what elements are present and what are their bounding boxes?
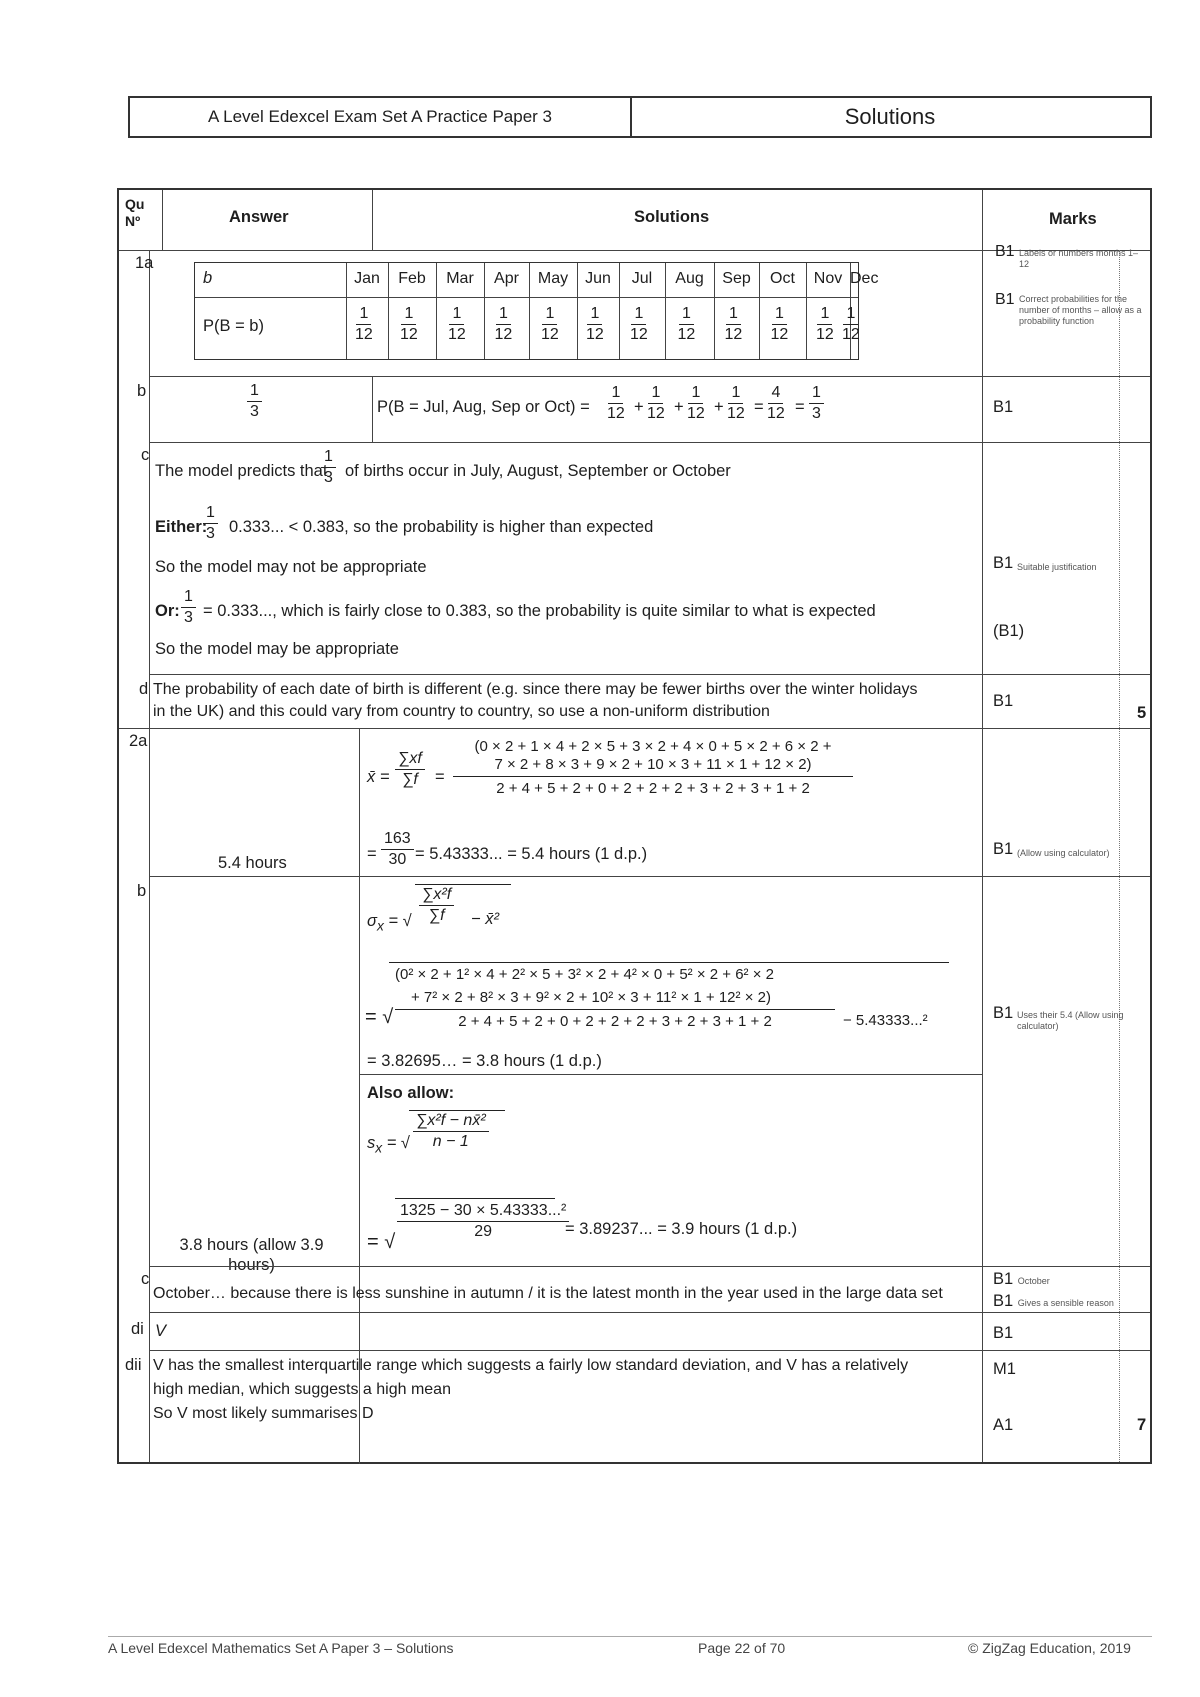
q1c-line1b: of births occur in July, August, September or October xyxy=(345,462,731,480)
month-may: May xyxy=(537,270,569,287)
col-solutions-header: Solutions xyxy=(634,208,710,226)
q2b-sigma: $\sigma_x$ = √ xyxy=(367,912,412,934)
q2a-result: = 5.43333... = 5.4 hours (1 d.p.) xyxy=(415,845,648,863)
solutions-table: Qu Nº Answer Solutions Marks 1a b P(B = b) Jan $\frac{1}{12}$ Feb $\frac{1}{12}$ Mar $\frac{1}{12}$ Apr $\frac{1}{12}$ May $\frac{1}{12}$ Jun $\frac{1}{12}$ Jul $\frac{1}{12}$ Aug $\frac{1}{12}$ Sep $\frac{1}{12}$ Oct $\frac{1}{12}$ Nov $\frac{1}{12}$ Dec $\frac{1}{12}$ B1 Labels or numbers months 1–12 B1 Correct probabilities for the number of months – allow as a probability function b $\frac{1}{3}$ P(B = Jul, Aug, Sep or Oct) = $\frac{1}{12}$ + $\frac{1}{12}$ + $\frac{1}{12}$ + $\frac{1}{12}$ = $\frac{4}{12}$ = $\frac{1}{3}$ B1 c The model predicts that $\frac{1}{3}$ of births occur in July, August, September or October Either: $\frac{1}{3}$ 0.333... < 0.383, so the probability is higher than expected So the model may not be appropriate Or: $\frac{1}{3}$ = 0.333..., which is fairly close to 0.383, so the probability is quite similar to what is expected So the model may be appropriate B1 Suitable justification (B1) d The probability of each date of birth is different (e.g. since there may be fewer births over the winter holidays in the UK) and this could vary from country to country, so use a non-uniform distribution B1 5 2a 5.4 hours x̄ = $\frac{\sum xf}{\sum f}$ = (0 × 2 + 1 × 4 + 2 × 5 + 3 × 2 + 4 × 0 + 5 × 2 + 6 × 2 + 7 × 2 + 8 × 3 + 9 × 2 + 10 × 3 + 11 × 1 + 12 × 2) 2 + 4 + 5 + 2 + 0 + 2 + 2 + 2 + 3 + 2 + 3 + 1 + 2 = $\frac{163}{30}$ = 5.43333... = 5.4 hours (1 d.p.) B1 (Allow using calculator) b 3.8 hours (allow 3.9 hours) $\sigma_x$ = √ $\frac{\text{∑x²f}}{\sum f}$ − x̄² = √ (0² × 2 + 1² × 4 + 2² × 5 + 3² × 2 + 4² × 0 + 5² × 2 + 6² × 2 + 7² × 2 + 8² × 3 + 9² × 2 + 10² × 3 + 11² × 1 + 12² × 2) 2 + 4 + 5 + 2 + 0 + 2 + 2 + 2 + 3 + 2 + 3 + 1 + 2 − 5.43333...² = 3.82695… = 3.8 hours (1 d.p.) Also allow: $s_x$ = √ $\frac{\text{∑x²f − nx̄²}}{n - 1}$ = √ $\frac{\text{1325 − 30 × 5.43333...²}}{29}$ = 3.89237... = 3.9 hours (1 d.p.) B1 Uses their 5.4 (Allow using calculator) c October… because there is less sunshine in autumn / it is the latest month in the year used in the large data set B1 October B1 Gives a sensible reason di V B1 dii V has the smallest interquartile range which suggests a fairly low standard deviation, and V has a relatively high median, which suggests a high mean So V most likely summarises D M1 A1 7 xyxy=(117,188,1152,1464)
q2b-mark-note: Uses their 5.4 (Allow using calculator) xyxy=(1017,1010,1124,1031)
col-marks-header: Marks xyxy=(1049,210,1097,228)
prob-nov: $\frac{1}{12}$ xyxy=(816,305,834,343)
q2a-mark: B1 xyxy=(993,840,1014,858)
paper-title: A Level Edexcel Exam Set A Practice Paper 3 xyxy=(130,98,632,136)
q2a-answer: 5.4 hours xyxy=(218,854,287,872)
q2c-mark2: B1 xyxy=(993,1292,1014,1310)
q1a-row-p-label: P(B = b) xyxy=(203,317,264,335)
q2b-s-frac: $\frac{\text{∑x²f − nx̄²}}{n - 1}$ xyxy=(413,1112,489,1150)
q2b-minus-mean: − 5.43333...² xyxy=(843,1012,928,1029)
prob-dec: $\frac{1}{12}$ xyxy=(842,305,860,343)
month-nov: Nov xyxy=(813,270,843,287)
prob-oct: $\frac{1}{12}$ xyxy=(770,305,789,343)
prob-jul: $\frac{1}{12}$ xyxy=(630,305,648,343)
q1c-line4: = 0.333..., which is fairly close to 0.383, so the probability is quite similar to what is expected xyxy=(203,602,876,620)
q2-total: 7 xyxy=(1137,1416,1147,1434)
q1c-or: Or: xyxy=(155,602,180,620)
q1b-solution-lhs: P(B = Jul, Aug, Sep or Oct) = xyxy=(377,398,590,416)
prob-jan: $\frac{1}{12}$ xyxy=(355,305,373,343)
q1a-row-b-label: b xyxy=(203,269,213,287)
q1a-distribution-table xyxy=(194,262,879,360)
prob-apr: $\frac{1}{12}$ xyxy=(494,305,513,343)
month-sep: Sep xyxy=(722,270,751,287)
q1b-mark: B1 xyxy=(993,398,1014,416)
q1c-line3: So the model may not be appropriate xyxy=(155,558,427,576)
q2b-calc-frac: $\frac{\text{1325 − 30 × 5.43333...²}}{29}$ xyxy=(397,1202,569,1240)
col-answer-header: Answer xyxy=(229,208,289,226)
month-aug: Aug xyxy=(675,270,704,287)
q1d-line1: The probability of each date of birth is different (e.g. since there may be fewer births over the winter holidays xyxy=(153,681,918,698)
q1a-mark1: B1 xyxy=(995,243,1015,260)
q1b-label: b xyxy=(137,382,147,400)
q2a-sum-frac: $\frac{\sum xf}{\sum f}$ xyxy=(395,750,425,788)
q2dii-mark1: M1 xyxy=(993,1360,1016,1378)
q2b-calc-result: = 3.89237... = 3.9 hours (1 d.p.) xyxy=(565,1220,798,1238)
q2a-mark-note: (Allow using calculator) xyxy=(1017,848,1110,858)
q2a-xbar: x̄ = xyxy=(367,768,390,786)
month-mar: Mar xyxy=(446,270,474,287)
month-jan: Jan xyxy=(354,270,380,287)
prob-may: $\frac{1}{12}$ xyxy=(541,305,559,343)
col-q-header: Qu Nº xyxy=(125,196,145,229)
q2dii-mark2: A1 xyxy=(993,1416,1014,1434)
q1d-mark: B1 xyxy=(993,692,1014,710)
footer-page: Page 22 of 70 xyxy=(698,1640,786,1656)
q1-total: 5 xyxy=(1137,704,1147,722)
q1c-mark1-note: Suitable justification xyxy=(1017,562,1097,572)
q1c-line5: So the model may be appropriate xyxy=(155,640,399,658)
footer-left: A Level Edexcel Mathematics Set A Paper 3 – Solutions xyxy=(108,1640,454,1656)
footer-copyright: © ZigZag Education, 2019 xyxy=(968,1640,1131,1656)
month-jun: Jun xyxy=(585,270,611,287)
q1a-mark1-note: Labels or numbers months 1–12 xyxy=(1019,248,1139,269)
q1c-mark2: (B1) xyxy=(993,622,1025,640)
month-apr: Apr xyxy=(494,270,519,287)
q2b-also-allow: Also allow: xyxy=(367,1084,455,1102)
month-feb: Feb xyxy=(398,270,426,287)
q2b-result: = 3.82695… = 3.8 hours (1 d.p.) xyxy=(367,1052,602,1070)
q2c-label: c xyxy=(141,1270,150,1288)
q1c-line1a: The model predicts that xyxy=(155,462,328,480)
q2b-answer: 3.8 hours (allow 3.9 hours) xyxy=(179,1236,324,1274)
page-header xyxy=(128,96,1152,138)
q1c-either: Either: xyxy=(155,518,208,536)
q2a-big-frac: (0 × 2 + 1 × 4 + 2 × 5 + 3 × 2 + 4 × 0 + 5 × 2 + 6 × 2 + 7 × 2 + 8 × 3 + 9 × 2 + 10 × 3 + 11 × 1 + 12 × 2) 2 + 4 + 5 + 2 + 0 + 2 + 2 + 2 + 3 + 2 + 3 + 1 + 2 xyxy=(453,738,853,798)
q2dii-line1: V has the smallest interquartile range which suggests a fairly low standard deviation, and V has a relatively xyxy=(153,1357,909,1374)
q2b-mark: B1 xyxy=(993,1004,1014,1022)
q2di-mark: B1 xyxy=(993,1324,1014,1342)
q1b-answer: $\frac{1}{3}$ xyxy=(247,382,262,420)
month-dec: Dec xyxy=(850,270,879,287)
month-oct: Oct xyxy=(770,270,795,287)
q2c-mark1-note: October xyxy=(1017,1276,1050,1286)
q2dii-label: dii xyxy=(125,1356,142,1374)
q2b-sd-frac: (0² × 2 + 1² × 4 + 2² × 5 + 3² × 2 + 4² × 0 + 5² × 2 + 6² × 2 + 7² × 2 + 8² × 3 + 9² × 2 + 10² × 3 + 11² × 1 + 12² × 2) 2 + 4 + 5 + 2 + 0 + 2 + 2 + 2 + 3 + 2 + 3 + 1 + 2 xyxy=(395,966,835,1030)
q1d-line2: in the UK) and this could vary from country to country, so use a non-uniform distribution xyxy=(153,703,770,720)
section-title: Solutions xyxy=(844,104,936,129)
q1c-mark1: B1 xyxy=(993,554,1014,572)
prob-jun: $\frac{1}{12}$ xyxy=(586,305,604,343)
q1d-label: d xyxy=(139,680,149,698)
q2c-mark1: B1 xyxy=(993,1270,1014,1288)
q1a-mark2: B1 xyxy=(995,291,1015,308)
q2di-text: V xyxy=(155,1322,167,1340)
prob-sep: $\frac{1}{12}$ xyxy=(724,305,743,343)
month-jul: Jul xyxy=(631,270,653,287)
q2di-label: di xyxy=(131,1320,144,1338)
prob-feb: $\frac{1}{12}$ xyxy=(400,305,418,343)
q2a-label: 2a xyxy=(129,732,148,750)
q2b-label: b xyxy=(137,882,147,900)
q2c-text: October… because there is less sunshine in autumn / it is the latest month in the year used in the large data set xyxy=(153,1285,943,1302)
q2dii-line3: So V most likely summarises D xyxy=(153,1405,374,1422)
q1c-label: c xyxy=(141,446,150,464)
q1c-line2: 0.333... < 0.383, so the probability is higher than expected xyxy=(229,518,654,536)
q1a-label: 1a xyxy=(135,254,154,272)
q2c-mark2-note: Gives a sensible reason xyxy=(1017,1298,1114,1308)
q1a-mark2-note: Correct probabilities for the number of months – allow as a probability function xyxy=(1019,294,1142,326)
prob-aug: $\frac{1}{12}$ xyxy=(677,305,696,343)
q2dii-line2: high median, which suggests a high mean xyxy=(153,1381,451,1398)
prob-mar: $\frac{1}{12}$ xyxy=(448,305,466,343)
